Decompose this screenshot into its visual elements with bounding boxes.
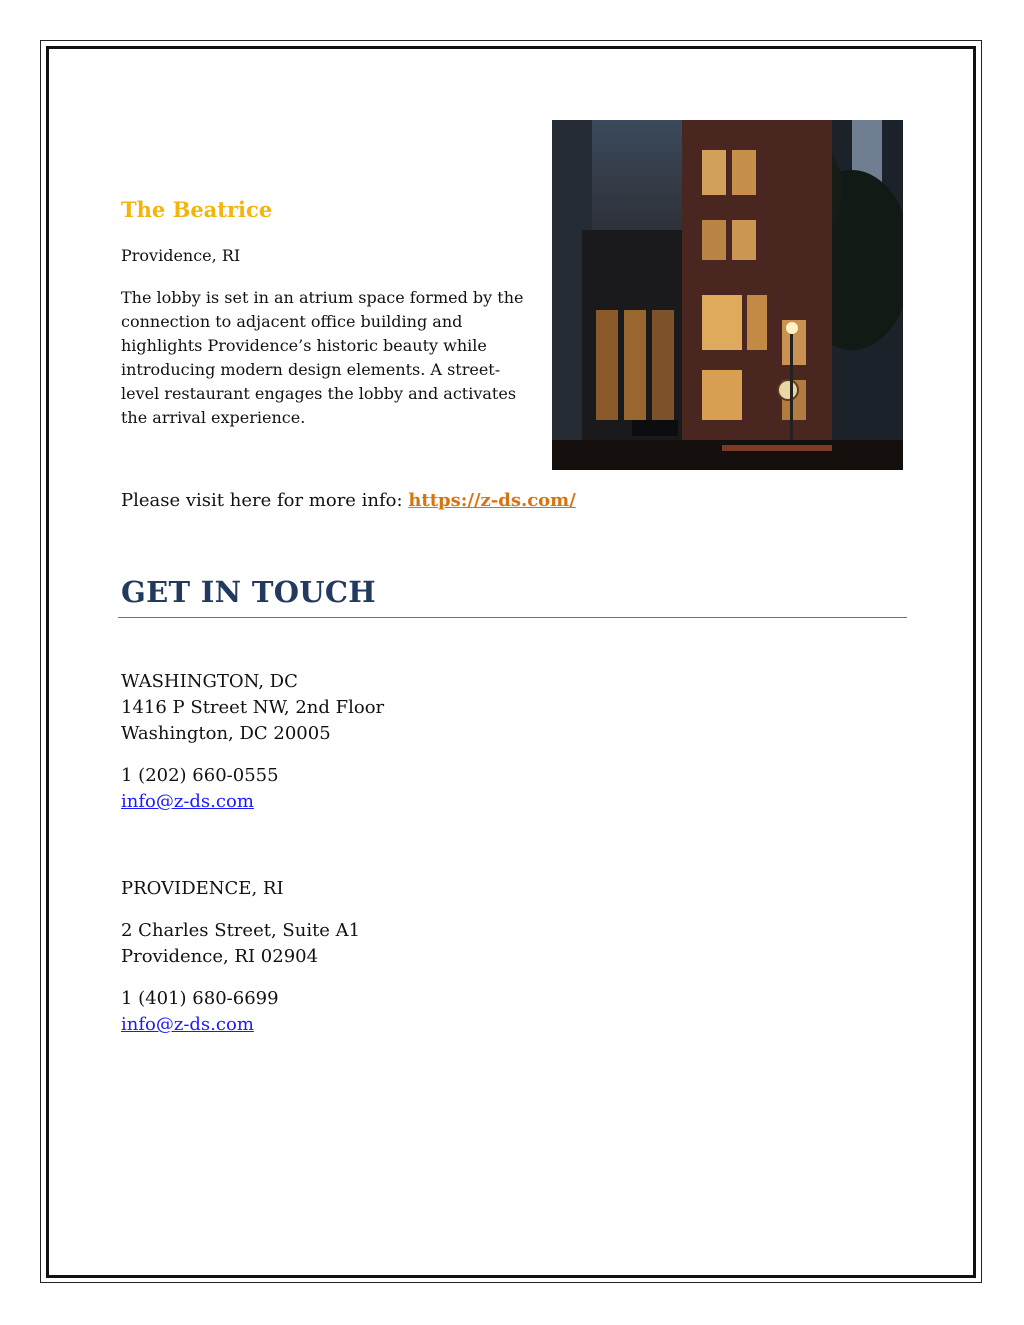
project-title: The Beatrice (121, 197, 273, 222)
office-address-line1: 2 Charles Street, Suite A1 (121, 920, 361, 941)
office-phone: 1 (202) 660-0555 (121, 765, 279, 786)
website-link[interactable]: https://z-ds.com/ (408, 490, 576, 511)
project-description: The lobby is set in an atrium space formed by the connection to adjacent office building and highlights Providence’s historic beauty while introducing modern design elements. A street-level restaurant engages the lobby and activates the arrival experience. (121, 288, 524, 427)
building-photo (552, 120, 903, 470)
office-name: PROVIDENCE, RI (121, 878, 284, 899)
office-email-link[interactable]: info@z-ds.com (121, 1014, 254, 1035)
office-email-link[interactable]: info@z-ds.com (121, 791, 254, 812)
office-address-line2: Washington, DC 20005 (121, 723, 331, 744)
office-phone: 1 (401) 680-6699 (121, 988, 279, 1009)
office-address-line1: 1416 P Street NW, 2nd Floor (121, 697, 385, 718)
office-address-line2: Providence, RI 02904 (121, 946, 319, 967)
office-providence (121, 876, 360, 1038)
project-location: Providence, RI (121, 246, 241, 265)
heading-divider (118, 617, 907, 618)
office-washington (121, 669, 384, 815)
more-info-line (121, 490, 576, 511)
more-info-label: Please visit here for more info: (121, 490, 409, 511)
office-name: WASHINGTON, DC (121, 671, 298, 692)
get-in-touch-heading: GET IN TOUCH (121, 575, 376, 609)
